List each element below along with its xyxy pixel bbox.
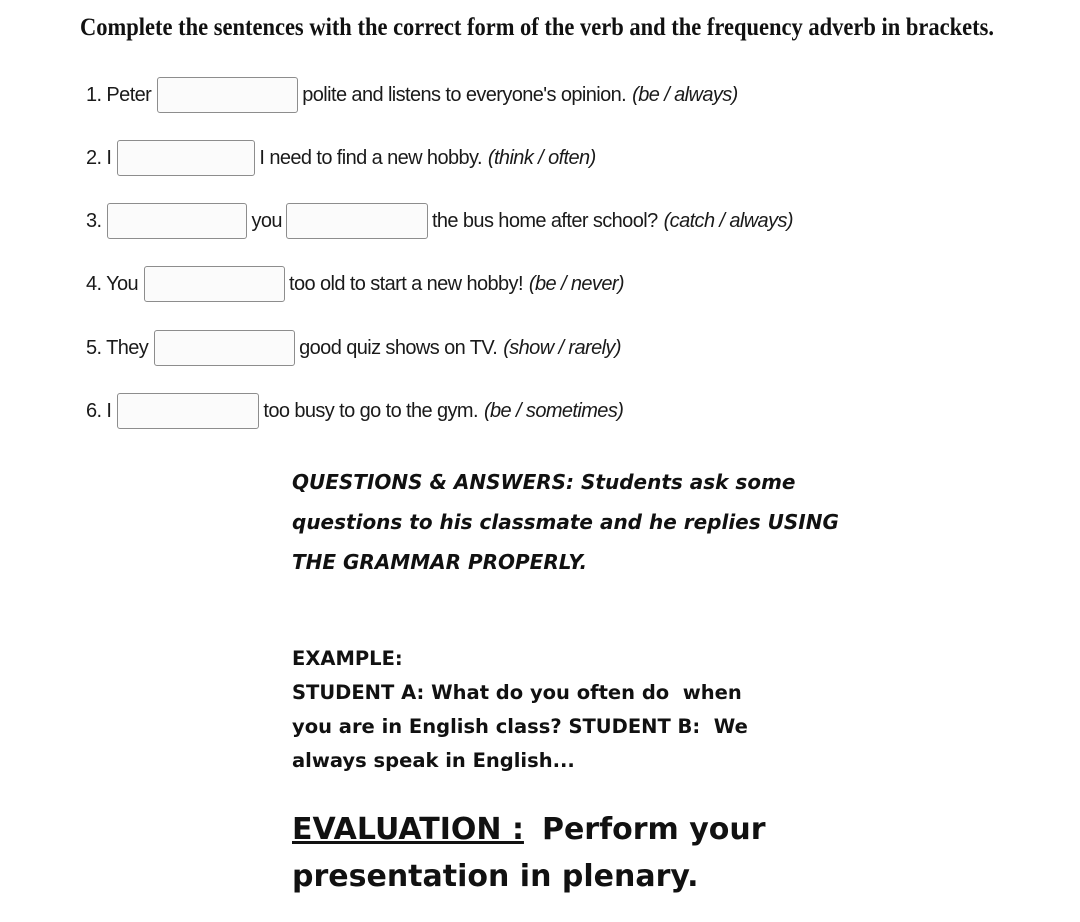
- answer-box-3a[interactable]: [107, 203, 247, 239]
- evaluation-line-1: [292, 806, 852, 853]
- row-1-sentence: polite and listens to everyone's opinion.: [302, 83, 627, 106]
- answer-box-3b[interactable]: [286, 203, 428, 239]
- row-2-prefix: 2. I: [86, 146, 112, 169]
- row-6-hint: (be / sometimes): [483, 399, 624, 422]
- example-line-1: STUDENT A: What do you often do when: [292, 681, 742, 704]
- row-5-prefix: 5. They: [86, 336, 149, 359]
- exercise-row-4: [86, 264, 624, 304]
- example-line-2: you are in English class? STUDENT B: We: [292, 715, 748, 738]
- answer-box-1[interactable]: [157, 77, 298, 113]
- qa-instructions: [292, 462, 872, 582]
- row-4-hint: (be / never): [528, 272, 624, 295]
- row-3-prefix: 3.: [86, 209, 102, 232]
- row-5-hint: (show / rarely): [503, 336, 621, 359]
- exercise-row-3: [86, 201, 793, 241]
- row-4-sentence: too old to start a new hobby!: [289, 272, 523, 295]
- exercise-row-1: [86, 75, 738, 115]
- evaluation-block: [292, 806, 852, 900]
- evaluation-label: EVALUATION :: [292, 812, 524, 847]
- evaluation-text-1: Perform your: [541, 812, 766, 847]
- row-3-sentence: the bus home after school?: [431, 209, 658, 232]
- exercise-row-2: [86, 138, 596, 178]
- row-3-middle: you: [251, 209, 282, 232]
- example-heading: EXAMPLE:: [292, 647, 403, 670]
- row-2-sentence: I need to find a new hobby.: [259, 146, 482, 169]
- row-6-sentence: too busy to go to the gym.: [263, 399, 478, 422]
- answer-box-2[interactable]: [117, 140, 255, 176]
- qa-line-3: THE GRAMMAR PROPERLY.: [292, 550, 588, 574]
- row-2-hint: (think / often): [487, 146, 596, 169]
- example-block: [292, 642, 792, 778]
- row-1-hint: (be / always): [632, 83, 738, 106]
- row-5-sentence: good quiz shows on TV.: [299, 336, 498, 359]
- row-4-prefix: 4. You: [86, 272, 139, 295]
- row-1-prefix: 1. Peter: [86, 83, 152, 106]
- answer-box-4[interactable]: [144, 266, 285, 302]
- qa-line-2: questions to his classmate and he replies USING: [292, 510, 839, 534]
- row-3-hint: (catch / always): [663, 209, 793, 232]
- exercise-row-5: [86, 328, 621, 368]
- qa-line-1: QUESTIONS & ANSWERS: Students ask some: [292, 470, 796, 494]
- answer-box-6[interactable]: [117, 393, 259, 429]
- answer-box-5[interactable]: [154, 330, 295, 366]
- example-line-3: always speak in English...: [292, 749, 575, 772]
- row-6-prefix: 6. I: [86, 399, 112, 422]
- exercise-row-6: [86, 391, 623, 431]
- evaluation-text-2: presentation in plenary.: [292, 859, 699, 894]
- instruction-heading: Complete the sentences with the correct form of the verb and the frequency adverb in brackets.: [80, 14, 995, 41]
